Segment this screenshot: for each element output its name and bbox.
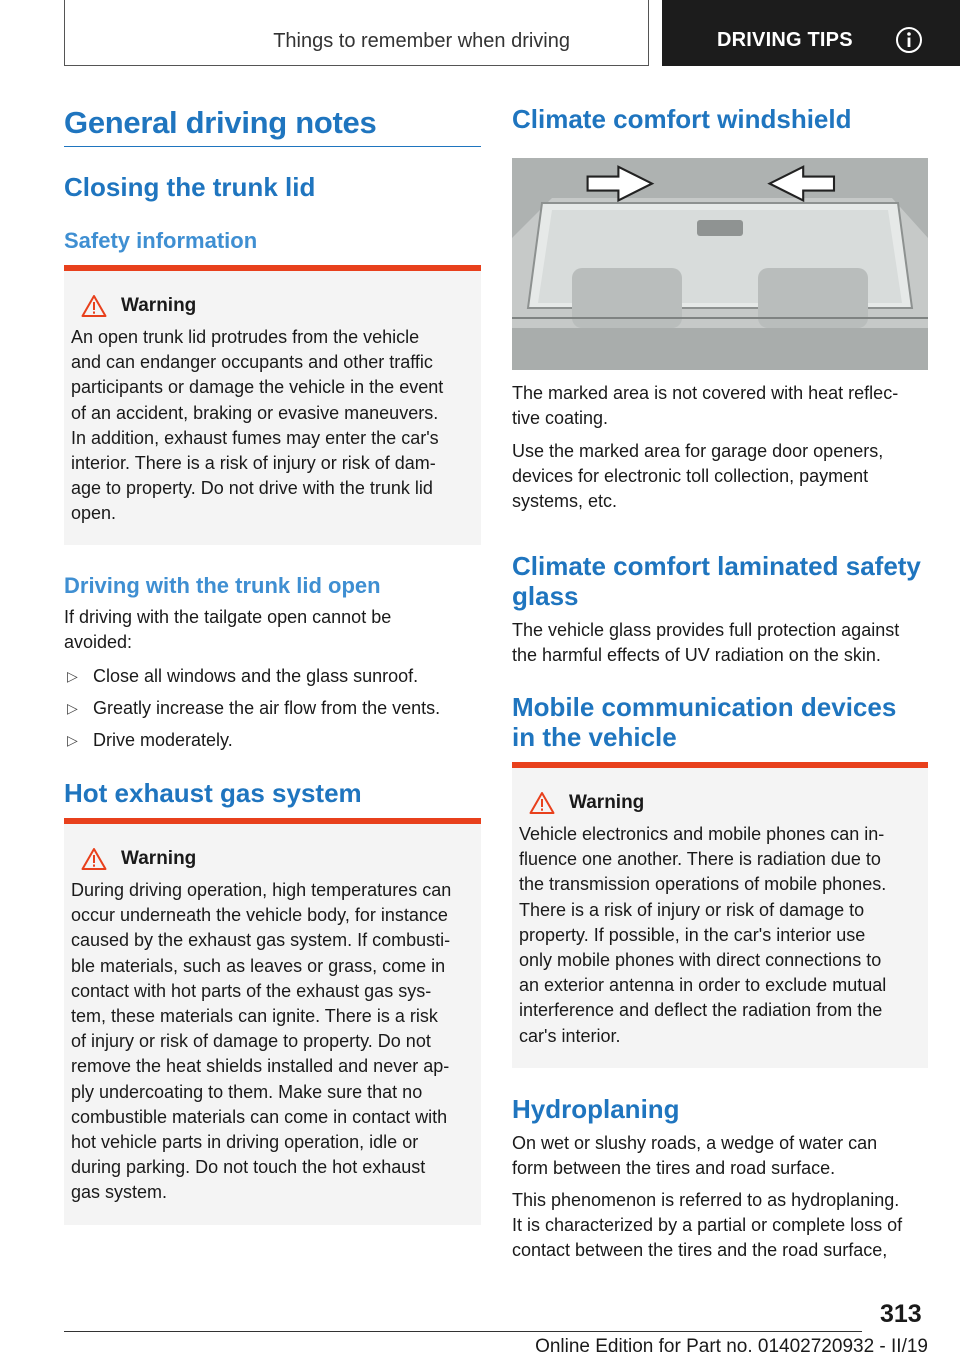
heading-safety-info: Safety information [64, 228, 258, 253]
header-section-title: Things to remember when driving [273, 30, 570, 52]
windshield-paragraph-1: The marked area is not covered with heat reflec- tive coating. [512, 383, 899, 428]
footer-edition: Online Edition for Part no. 01402720932 - II/19 [535, 1336, 928, 1357]
warning-box-exhaust [64, 818, 481, 1225]
heading-hydroplaning: Hydroplaning [512, 1094, 680, 1124]
heading-closing-trunk: Closing the trunk lid [64, 172, 316, 202]
warning-triangle-icon [81, 847, 107, 871]
bullet-triangle-icon: ▷ [67, 700, 78, 716]
warning-box-trunk [64, 265, 481, 545]
header-chapter-title: DRIVING TIPS [717, 29, 853, 51]
trunk-open-intro: If driving with the tailgate open cannot be avoided: [64, 607, 392, 652]
list-item: ▷ Greatly increase the air flow from the vents. [64, 696, 481, 721]
warning-label: Warning [121, 848, 197, 869]
heading-laminated-glass: Climate comfort laminated safety glass [512, 551, 921, 611]
list-item: ▷ Drive moderately. [64, 728, 481, 753]
title-rule [64, 146, 481, 147]
glass-paragraph: The vehicle glass provides full protection against the harmful effects of UV radiation on the skin. [512, 620, 900, 665]
windshield-illustration [512, 158, 928, 370]
warning-text: Vehicle electronics and mobile phones can in- fluence one another. There is radiation due to the transmission operations of mobile phones. There is a risk of injury or risk of damage to property. If possible, in the car's interior use only mobile phones with direct connections to an exterior antenna in order to exclude mutual interference and deflect the radiation from the car's interior. [519, 824, 887, 1046]
warning-box-mobile [512, 762, 928, 1068]
heading-trunk-open: Driving with the trunk lid open [64, 573, 381, 598]
footer-rule [64, 1331, 862, 1332]
heading-hot-exhaust: Hot exhaust gas system [64, 778, 362, 808]
warning-text: During driving operation, high temperatures can occur underneath the vehicle body, for instance caused by the exhaust gas system. If combusti- ble materials, such as leaves or grass, come in contact with hot parts of the exhaust gas sys- tem, these materials can ignite. There is a risk of injury or risk of damage to property. Do not remove the heat shields installed and never ap- ply undercoating to them. Make sure that no combustible materials can come in contact with hot vehicle parts in driving operation, idle or during parking. Do not touch the hot exhaust gas system. [71, 880, 452, 1203]
bullet-list [64, 664, 481, 753]
hydroplaning-paragraph-2: This phenomenon is referred to as hydroplaning. It is characterized by a partial or complete loss of contact between the tires and the road surface, [512, 1190, 903, 1260]
warning-triangle-icon [81, 294, 107, 318]
page-number: 313 [880, 1300, 922, 1328]
windshield-paragraph-2: Use the marked area for garage door openers, devices for electronic toll collection, payment systems, etc. [512, 441, 884, 511]
bullet-triangle-icon: ▷ [67, 732, 78, 748]
heading-mobile-devices: Mobile communication devices in the vehicle [512, 692, 897, 752]
warning-text: An open trunk lid protrudes from the vehicle and can endanger occupants and other traffic participants or damage the vehicle in the event of an accident, braking or evasive maneuvers. In addition, exhaust fumes may enter the car's interior. There is a risk of injury or risk of dam- age to property. Do not drive with the trunk lid open. [71, 327, 444, 524]
warning-triangle-icon [529, 791, 555, 815]
bullet-triangle-icon: ▷ [67, 668, 78, 684]
heading-climate-windshield: Climate comfort windshield [512, 104, 852, 134]
page-title: General driving notes [64, 105, 377, 140]
list-item: ▷ Close all windows and the glass sunroof. [64, 664, 481, 689]
warning-label: Warning [121, 295, 197, 316]
info-icon [895, 26, 923, 54]
warning-label: Warning [569, 792, 645, 813]
hydroplaning-paragraph-1: On wet or slushy roads, a wedge of water can form between the tires and road surface. [512, 1133, 878, 1178]
